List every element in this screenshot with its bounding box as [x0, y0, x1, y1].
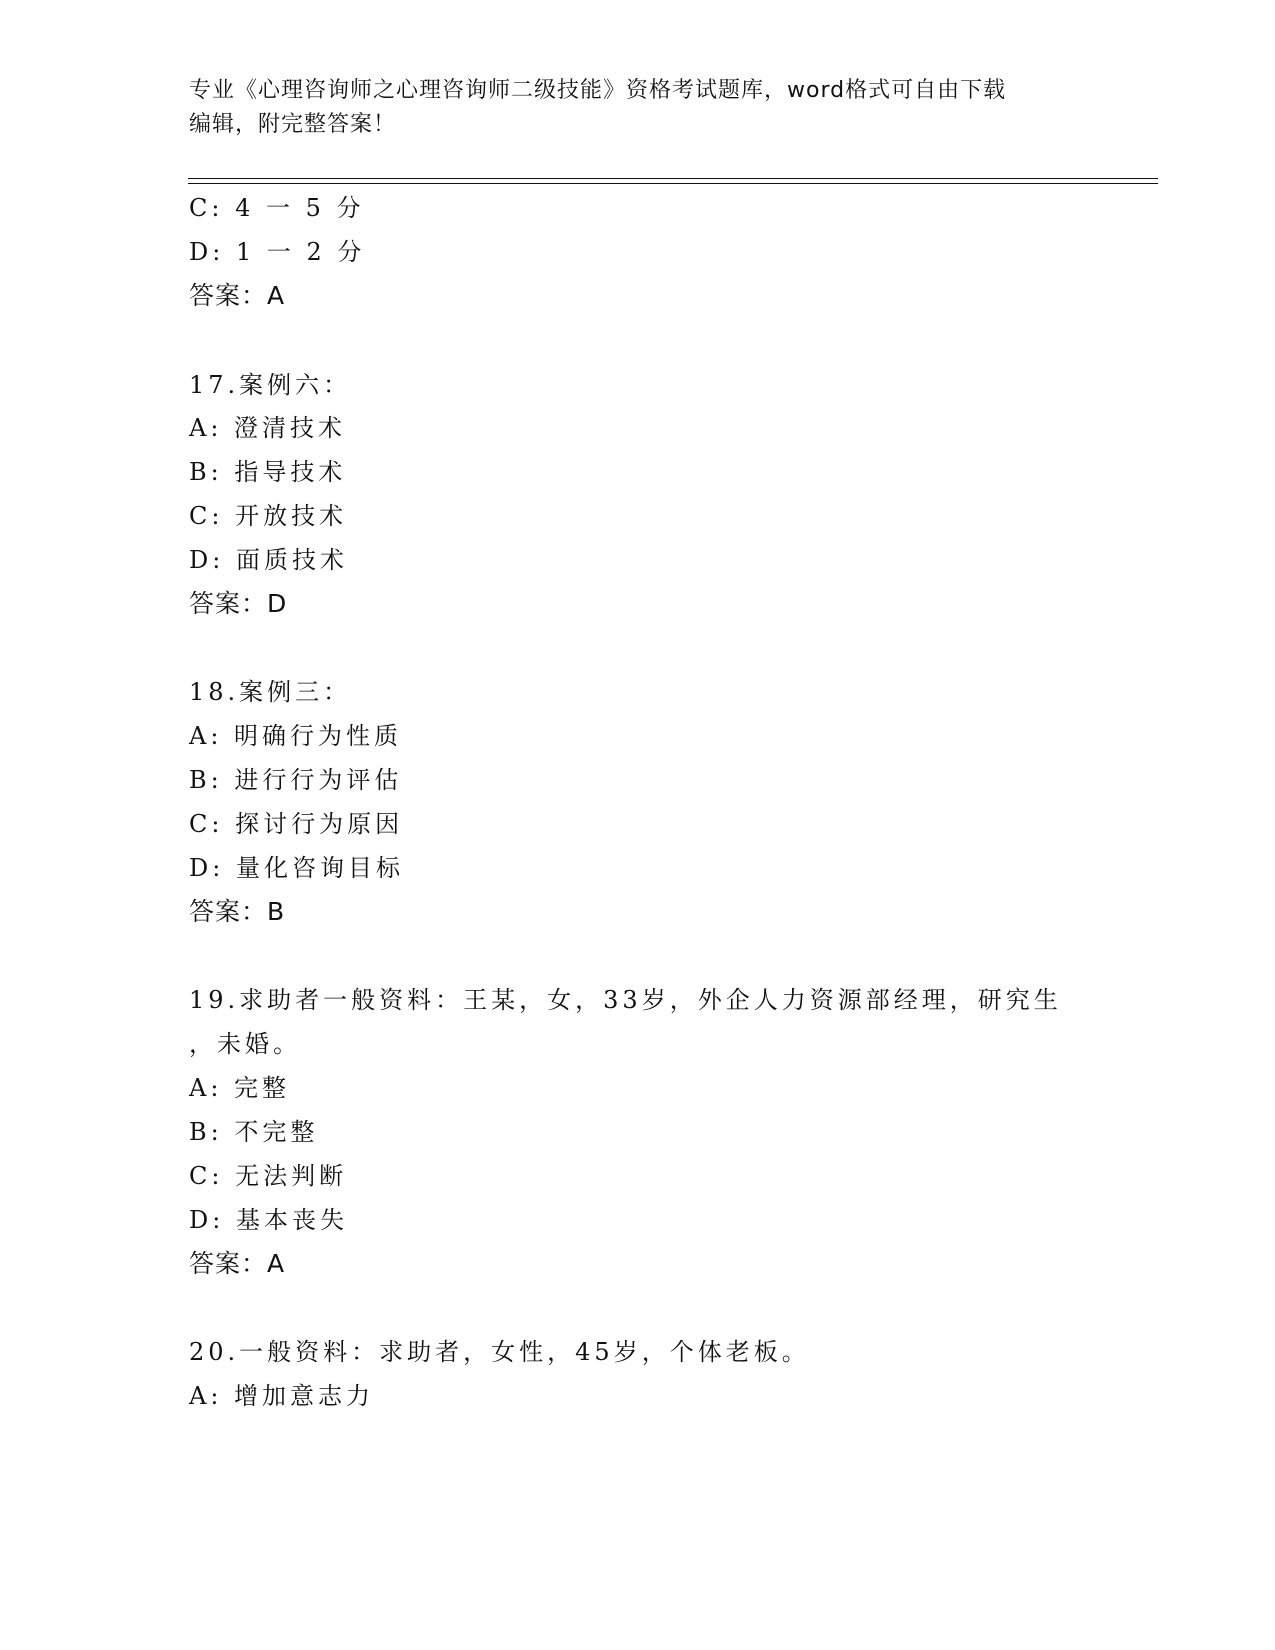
q19-title-line-1: 19.求助者一般资料：王某，女，33岁，外企人力资源部经理，研究生: [189, 986, 1062, 1014]
q17-title: 17.案例六：: [189, 371, 352, 399]
q19-option-d: D: 基本丧失: [189, 1206, 348, 1234]
q19-option-c: C: 无法判断: [189, 1162, 348, 1190]
q18-answer: 答案：B: [189, 897, 286, 926]
header-divider-top: [188, 178, 1158, 179]
q16-option-c: C: 4 一 5 分: [189, 194, 365, 222]
q17-answer: 答案：D: [189, 589, 288, 618]
q19-title-line-2: ，未婚。: [189, 1030, 301, 1058]
q17-option-b: B: 指导技术: [189, 458, 347, 486]
header-line-1: 专业《心理咨询师之心理咨询师二级技能》资格考试题库，word格式可自由下载: [189, 78, 1007, 103]
q20-title: 20.一般资料：求助者，女性，45岁，个体老板。: [189, 1338, 810, 1366]
q18-option-a: A: 明确行为性质: [189, 722, 403, 750]
q17-option-c: C: 开放技术: [189, 502, 348, 530]
document-header: [189, 74, 1089, 142]
header-line-2: 编辑，附完整答案！: [189, 112, 397, 137]
q18-option-b: B: 进行行为评估: [189, 766, 403, 794]
q19-option-a: A: 完整: [189, 1074, 291, 1102]
q18-option-d: D: 量化咨询目标: [189, 854, 404, 882]
q17-option-a: A: 澄清技术: [189, 414, 347, 442]
q18-option-c: C: 探讨行为原因: [189, 810, 404, 838]
q18-title: 18.案例三：: [189, 678, 352, 706]
header-divider-bottom: [188, 183, 1158, 184]
q16-answer: 答案：A: [189, 281, 286, 310]
q20-option-a: A: 增加意志力: [189, 1382, 375, 1410]
q19-option-b: B: 不完整: [189, 1118, 319, 1146]
q16-option-d: D: 1 一 2 分: [189, 238, 366, 266]
q19-answer: 答案：A: [189, 1249, 286, 1278]
q17-option-d: D: 面质技术: [189, 546, 348, 574]
